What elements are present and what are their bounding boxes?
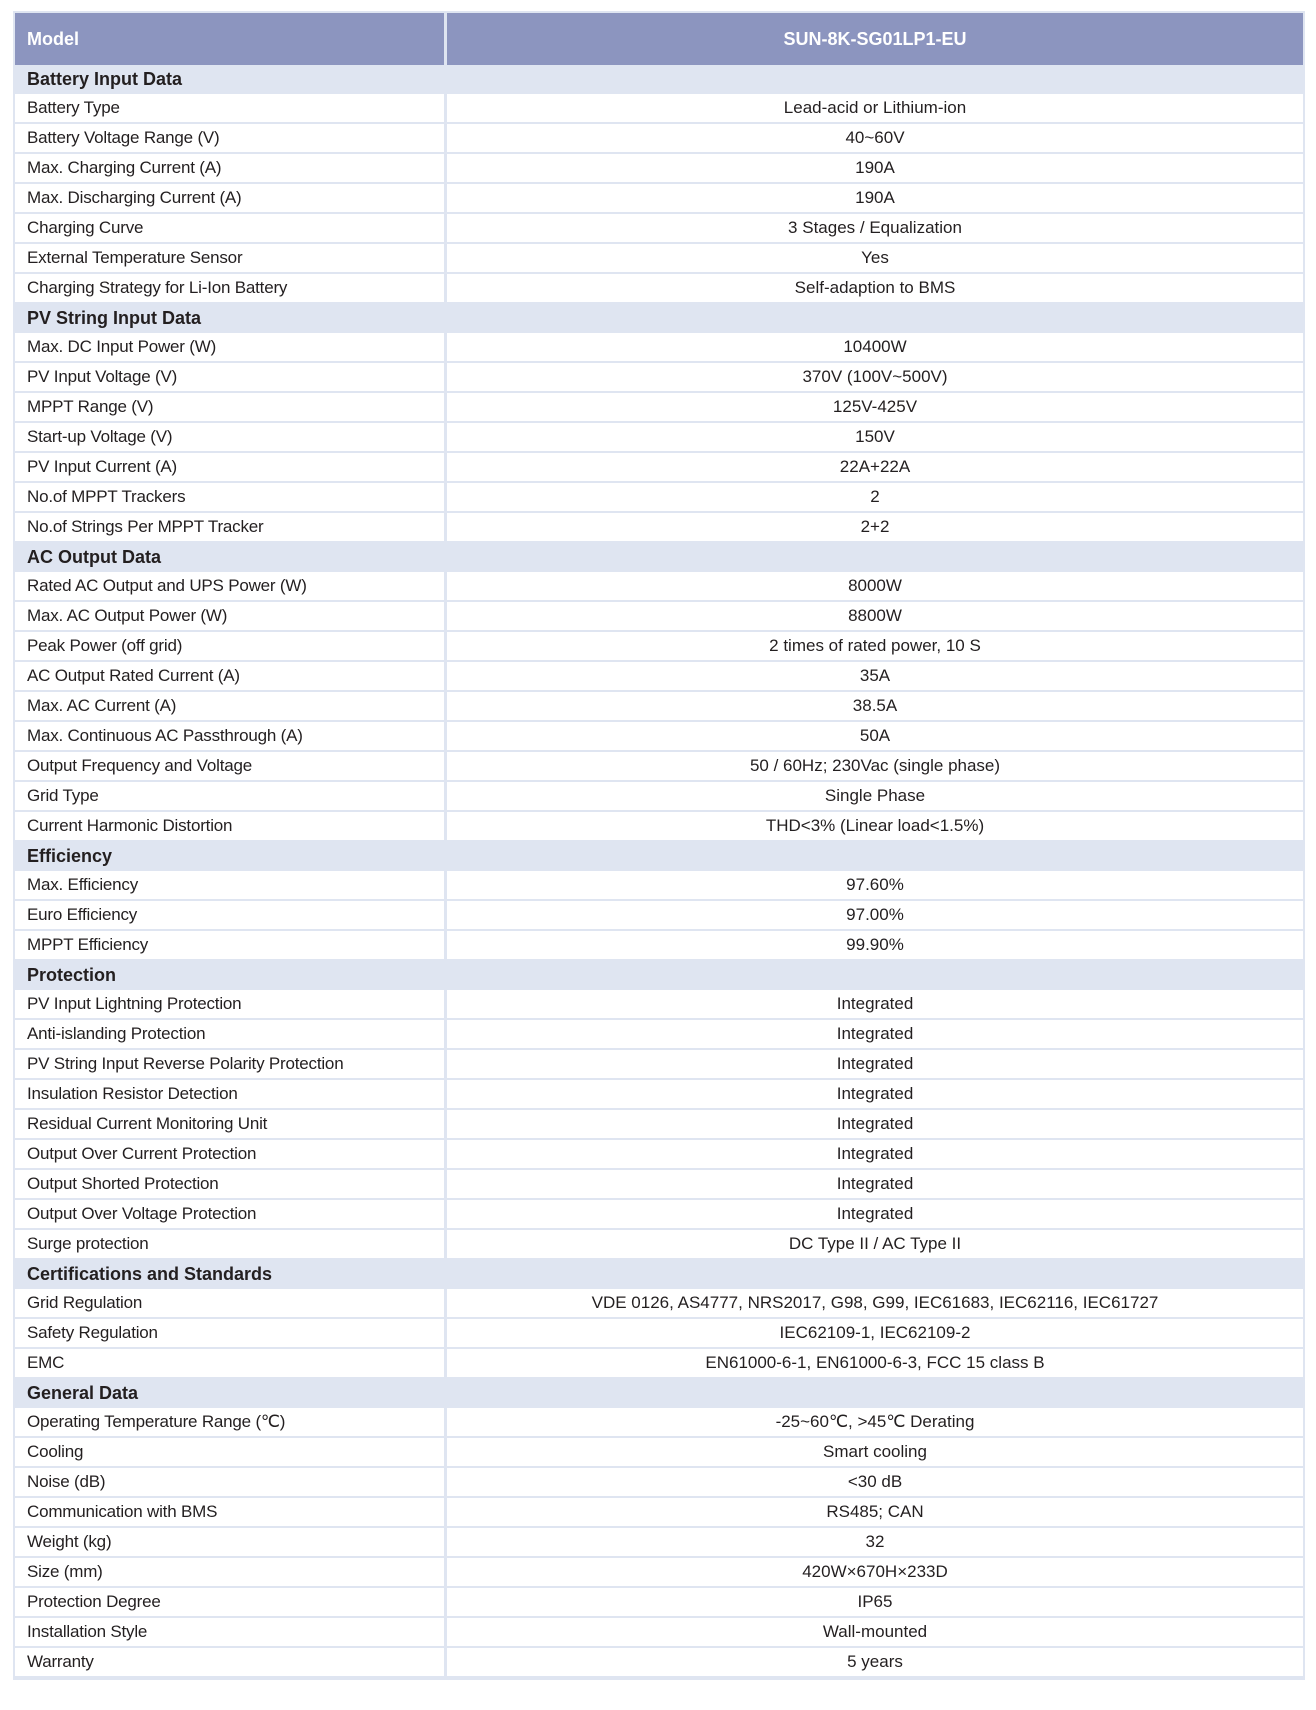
spec-row [15, 453, 1303, 483]
spec-value: VDE 0126, AS4777, NRS2017, G98, G99, IEC61683, IEC62116, IEC61727 [447, 1289, 1303, 1319]
spec-value: 3 Stages / Equalization [447, 214, 1303, 244]
spec-label: Battery Voltage Range (V) [15, 124, 447, 154]
spec-label: Max. AC Current (A) [15, 692, 447, 722]
spec-row [15, 1468, 1303, 1498]
spec-label: Max. Continuous AC Passthrough (A) [15, 722, 447, 752]
spec-value: EN61000-6-1, EN61000-6-3, FCC 15 class B [447, 1349, 1303, 1379]
spec-value: 38.5A [447, 692, 1303, 722]
spec-value: 35A [447, 662, 1303, 692]
spec-row [15, 184, 1303, 214]
spec-value: IEC62109-1, IEC62109-2 [447, 1319, 1303, 1349]
section-title-spacer [447, 543, 1303, 572]
spec-label: Surge protection [15, 1230, 447, 1260]
spec-label: PV Input Lightning Protection [15, 990, 447, 1020]
spec-label: Output Shorted Protection [15, 1170, 447, 1200]
spec-label: Rated AC Output and UPS Power (W) [15, 572, 447, 602]
spec-value: Integrated [447, 990, 1303, 1020]
spec-row [15, 692, 1303, 722]
spec-row [15, 812, 1303, 842]
section-header-row [15, 65, 1303, 94]
spec-label: Anti-islanding Protection [15, 1020, 447, 1050]
spec-label: Operating Temperature Range (℃) [15, 1408, 447, 1438]
spec-row [15, 244, 1303, 274]
spec-label: External Temperature Sensor [15, 244, 447, 274]
spec-body [15, 65, 1303, 1678]
spec-value: 370V (100V~500V) [447, 363, 1303, 393]
spec-label: EMC [15, 1349, 447, 1379]
spec-label: Euro Efficiency [15, 901, 447, 931]
spec-label: Charging Strategy for Li-Ion Battery [15, 274, 447, 304]
spec-value: 32 [447, 1528, 1303, 1558]
spec-value: 150V [447, 423, 1303, 453]
spec-label: PV Input Current (A) [15, 453, 447, 483]
spec-row [15, 1170, 1303, 1200]
spec-label: Max. Charging Current (A) [15, 154, 447, 184]
spec-label: Charging Curve [15, 214, 447, 244]
spec-row [15, 990, 1303, 1020]
spec-row [15, 333, 1303, 363]
spec-value: <30 dB [447, 1468, 1303, 1498]
spec-value: 50 / 60Hz; 230Vac (single phase) [447, 752, 1303, 782]
spec-label: Peak Power (off grid) [15, 632, 447, 662]
spec-row [15, 483, 1303, 513]
spec-row [15, 94, 1303, 124]
spec-label: Grid Regulation [15, 1289, 447, 1319]
spec-row [15, 632, 1303, 662]
spec-label: Noise (dB) [15, 1468, 447, 1498]
spec-label: Start-up Voltage (V) [15, 423, 447, 453]
section-header-row [15, 842, 1303, 871]
section-header-row [15, 1260, 1303, 1289]
spec-value: Yes [447, 244, 1303, 274]
spec-row [15, 871, 1303, 901]
section-header-row [15, 304, 1303, 333]
spec-value: 190A [447, 184, 1303, 214]
spec-label: Insulation Resistor Detection [15, 1080, 447, 1110]
spec-row [15, 1230, 1303, 1260]
spec-row [15, 1588, 1303, 1618]
spec-value: RS485; CAN [447, 1498, 1303, 1528]
spec-row [15, 363, 1303, 393]
section-title: AC Output Data [15, 543, 447, 572]
spec-label: Size (mm) [15, 1558, 447, 1588]
spec-value: Wall-mounted [447, 1618, 1303, 1648]
spec-value: 50A [447, 722, 1303, 752]
spec-row [15, 1080, 1303, 1110]
spec-row [15, 722, 1303, 752]
spec-label: Output Over Current Protection [15, 1140, 447, 1170]
spec-row [15, 124, 1303, 154]
spec-label: Max. DC Input Power (W) [15, 333, 447, 363]
spec-value: 97.60% [447, 871, 1303, 901]
spec-label: MPPT Range (V) [15, 393, 447, 423]
section-title-spacer [447, 961, 1303, 990]
spec-value: 8800W [447, 602, 1303, 632]
spec-label: MPPT Efficiency [15, 931, 447, 961]
spec-value: 2 times of rated power, 10 S [447, 632, 1303, 662]
spec-label: Cooling [15, 1438, 447, 1468]
table-header-row [15, 13, 1303, 65]
spec-row [15, 1349, 1303, 1379]
spec-row [15, 1319, 1303, 1349]
spec-label: Grid Type [15, 782, 447, 812]
section-header-row [15, 961, 1303, 990]
section-title: Efficiency [15, 842, 447, 871]
section-title: Protection [15, 961, 447, 990]
spec-row [15, 662, 1303, 692]
spec-value: Integrated [447, 1200, 1303, 1230]
spec-label: Warranty [15, 1648, 447, 1678]
spec-label: Output Over Voltage Protection [15, 1200, 447, 1230]
spec-label: No.of MPPT Trackers [15, 483, 447, 513]
spec-value: Integrated [447, 1170, 1303, 1200]
spec-label: PV Input Voltage (V) [15, 363, 447, 393]
spec-value: 40~60V [447, 124, 1303, 154]
spec-label: Output Frequency and Voltage [15, 752, 447, 782]
spec-value: -25~60℃, >45℃ Derating [447, 1408, 1303, 1438]
spec-row [15, 1438, 1303, 1468]
spec-value: Integrated [447, 1020, 1303, 1050]
model-label: Model [15, 13, 447, 65]
spec-value: 420W×670H×233D [447, 1558, 1303, 1588]
spec-value: IP65 [447, 1588, 1303, 1618]
spec-row [15, 1528, 1303, 1558]
spec-value: 5 years [447, 1648, 1303, 1678]
spec-value: 97.00% [447, 901, 1303, 931]
section-title-spacer [447, 304, 1303, 333]
spec-row [15, 513, 1303, 543]
spec-value: Single Phase [447, 782, 1303, 812]
spec-label: Max. Efficiency [15, 871, 447, 901]
spec-row [15, 602, 1303, 632]
spec-row [15, 1050, 1303, 1080]
spec-row [15, 393, 1303, 423]
spec-value: Smart cooling [447, 1438, 1303, 1468]
spec-value: Integrated [447, 1140, 1303, 1170]
spec-value: 125V-425V [447, 393, 1303, 423]
spec-value: 10400W [447, 333, 1303, 363]
spec-label: AC Output Rated Current (A) [15, 662, 447, 692]
section-title-spacer [447, 1379, 1303, 1408]
spec-label: No.of Strings Per MPPT Tracker [15, 513, 447, 543]
spec-value: Lead-acid or Lithium-ion [447, 94, 1303, 124]
spec-label: Communication with BMS [15, 1498, 447, 1528]
spec-label: Protection Degree [15, 1588, 447, 1618]
spec-label: Residual Current Monitoring Unit [15, 1110, 447, 1140]
section-title: General Data [15, 1379, 447, 1408]
spec-label: Weight (kg) [15, 1528, 447, 1558]
spec-label: Max. Discharging Current (A) [15, 184, 447, 214]
spec-table [13, 11, 1305, 1680]
spec-value: 2+2 [447, 513, 1303, 543]
section-title: PV String Input Data [15, 304, 447, 333]
spec-value: THD<3% (Linear load<1.5%) [447, 812, 1303, 842]
section-header-row [15, 1379, 1303, 1408]
spec-label: Battery Type [15, 94, 447, 124]
spec-label: Current Harmonic Distortion [15, 812, 447, 842]
spec-row [15, 1200, 1303, 1230]
spec-value: Integrated [447, 1080, 1303, 1110]
spec-row [15, 1618, 1303, 1648]
model-name: SUN-8K-SG01LP1-EU [447, 13, 1303, 65]
section-title: Certifications and Standards [15, 1260, 447, 1289]
section-title-spacer [447, 65, 1303, 94]
spec-value: 190A [447, 154, 1303, 184]
spec-label: PV String Input Reverse Polarity Protection [15, 1050, 447, 1080]
spec-value: 8000W [447, 572, 1303, 602]
spec-row [15, 274, 1303, 304]
spec-value: 99.90% [447, 931, 1303, 961]
section-header-row [15, 543, 1303, 572]
spec-row [15, 782, 1303, 812]
spec-row [15, 1110, 1303, 1140]
spec-row [15, 1020, 1303, 1050]
spec-row [15, 423, 1303, 453]
spec-label: Max. AC Output Power (W) [15, 602, 447, 632]
spec-value: Integrated [447, 1050, 1303, 1080]
section-title-spacer [447, 842, 1303, 871]
spec-row [15, 572, 1303, 602]
section-title-spacer [447, 1260, 1303, 1289]
spec-row [15, 752, 1303, 782]
spec-value: Integrated [447, 1110, 1303, 1140]
spec-label: Safety Regulation [15, 1319, 447, 1349]
spec-value: Self-adaption to BMS [447, 274, 1303, 304]
spec-row [15, 1648, 1303, 1678]
section-title: Battery Input Data [15, 65, 447, 94]
spec-value: 2 [447, 483, 1303, 513]
spec-row [15, 1408, 1303, 1438]
spec-row [15, 214, 1303, 244]
spec-value: 22A+22A [447, 453, 1303, 483]
spec-row [15, 1498, 1303, 1528]
spec-row [15, 154, 1303, 184]
spec-row [15, 1289, 1303, 1319]
spec-row [15, 1558, 1303, 1588]
spec-row [15, 901, 1303, 931]
spec-label: Installation Style [15, 1618, 447, 1648]
spec-value: DC Type II / AC Type II [447, 1230, 1303, 1260]
spec-row [15, 1140, 1303, 1170]
spec-row [15, 931, 1303, 961]
